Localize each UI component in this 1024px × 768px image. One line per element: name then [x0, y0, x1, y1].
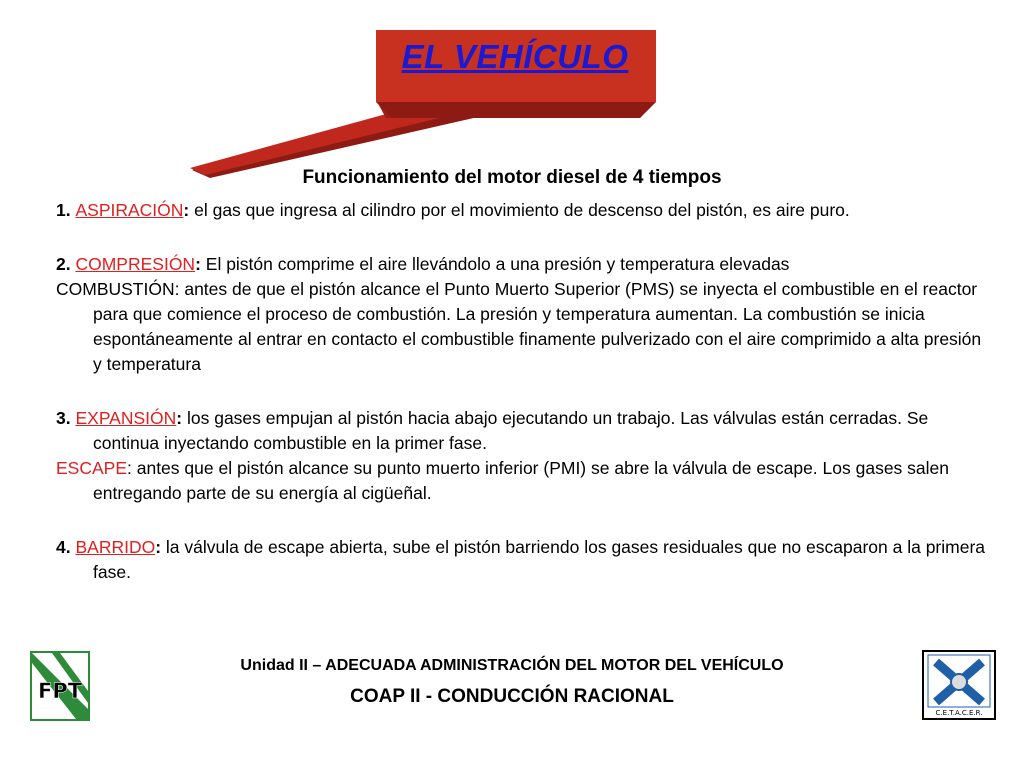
- term-barrido: BARRIDO: [75, 537, 156, 557]
- footer-unit: [0, 657, 1024, 675]
- step-combustion: COMBUSTIÓN: antes de que el pistón alcance el Punto Muerto Superior (PMS) se inyecta el combustible en el reactor para que comience el proceso de combustión. La presión y temperatura aumentan. La combustión se inicia espontáneamente al entrar en contacto el combustible finamente pulverizado con el aire comprimido a alta presión y temperatura: [56, 279, 982, 374]
- step-aspiracion: [56, 198, 986, 223]
- step-expansion: [56, 406, 986, 456]
- term-escape: ESCAPE: [56, 458, 127, 478]
- footer-course: COAP II - CONDUCCIÓN RACIONAL: [350, 686, 674, 707]
- step-number: 3.: [56, 408, 76, 428]
- step-number: 2.: [56, 254, 76, 274]
- step-text: el gas que ingresa al cilindro por el movimiento de descenso del pistón, es aire puro.: [189, 200, 850, 220]
- step-barrido: [56, 535, 986, 585]
- fpt-logo-text: FPT: [37, 679, 83, 703]
- colon: :: [155, 537, 162, 557]
- step-escape: [56, 456, 986, 506]
- term-aspiracion: ASPIRACIÓN: [75, 200, 184, 220]
- colon: :: [176, 408, 183, 428]
- banner-bottom: [376, 102, 656, 118]
- term-compresion: COMPRESIÓN: [75, 254, 196, 274]
- colon: :: [195, 254, 201, 274]
- colon: :: [183, 200, 190, 220]
- term-expansion: EXPANSIÓN: [75, 408, 177, 428]
- cetacer-logo-text: C.E.T.A.C.E.R.: [935, 709, 983, 717]
- step-compresion: [56, 252, 986, 277]
- step-text: los gases empujan al pistón hacia abajo ejecutando un trabajo. Las válvulas están cerradas. Se continua inyectando combustible en la primer fase.: [93, 408, 929, 453]
- page-title: EL VEHÍCULO: [401, 38, 629, 75]
- footer-unit-rest: – ADECUADA ADMINISTRACIÓN DEL MOTOR DEL VEHÍCULO: [307, 657, 784, 674]
- step-text: El pistón comprime el aire llevándolo a una presión y temperatura elevadas: [200, 254, 790, 274]
- step-number: 4.: [56, 537, 76, 557]
- subtitle: Funcionamiento del motor diesel de 4 tiempos: [302, 167, 722, 188]
- step-number: 1.: [56, 200, 76, 220]
- step-text: la válvula de escape abierta, sube el pistón barriendo los gases residuales que no escaparon a la primera fase.: [93, 537, 986, 582]
- fpt-logo: [30, 651, 90, 721]
- step-text: : antes que el pistón alcance su punto muerto inferior (PMI) se abre la válvula de escape. Los gases salen entregando parte de su energía al cigüeñal.: [93, 458, 949, 503]
- cetacer-logo: [922, 650, 996, 720]
- footer-unit-bold: Unidad II: [240, 657, 308, 674]
- content-body: [56, 198, 986, 585]
